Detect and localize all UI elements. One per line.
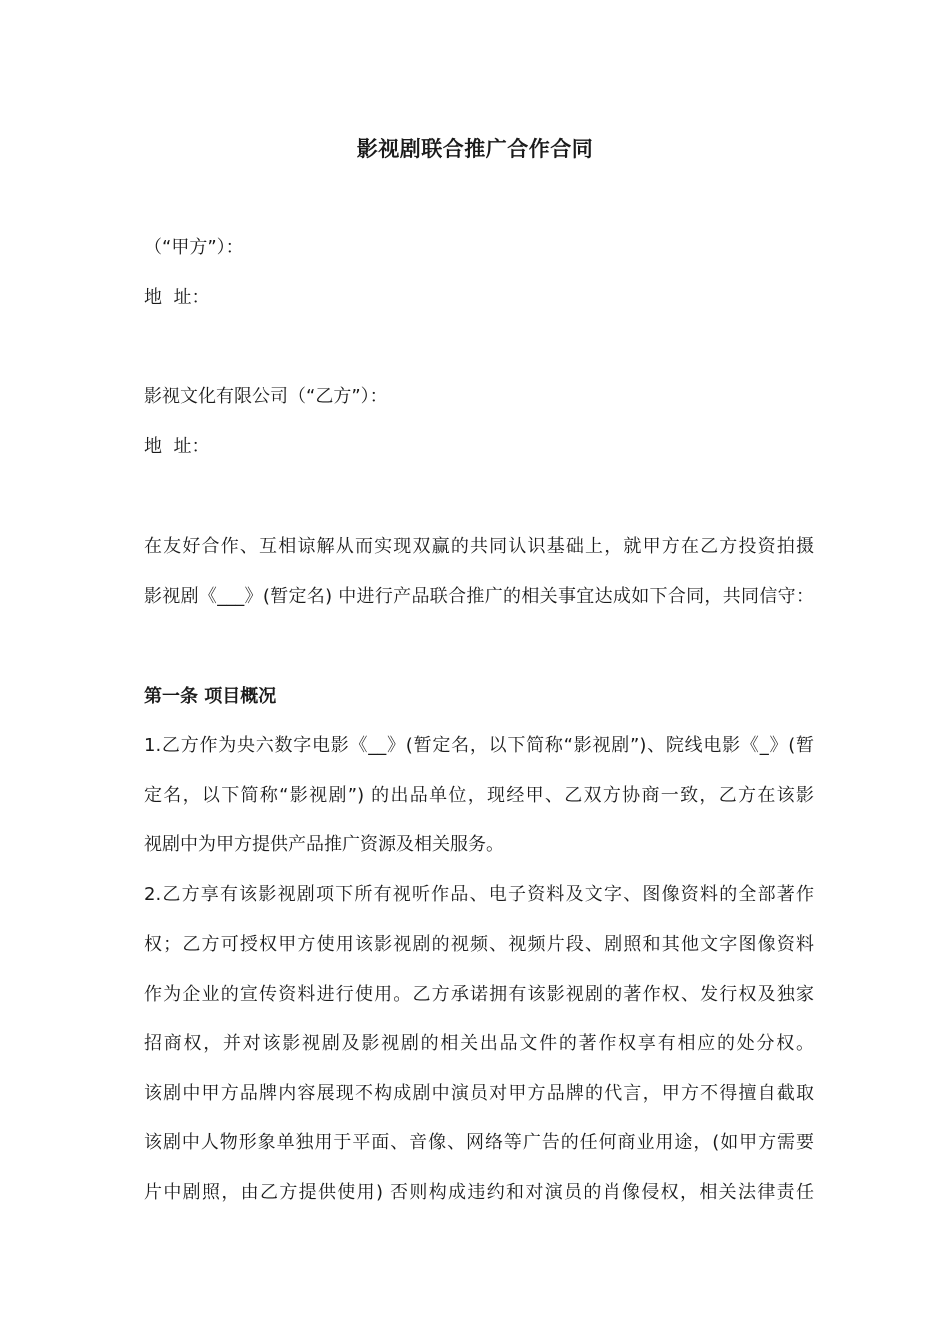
article-1-line: 1.乙方作为央六数字电影《__》(暂定名，以下简称“影视剧”)、院线电影《_》(暂 (144, 735, 814, 756)
preamble-line: 影视剧《___》(暂定名) 中进行产品联合推广的相关事宜达成如下合同，共同信守： (144, 586, 814, 607)
article-1-line: 2.乙方享有该影视剧项下所有视听作品、电子资料及文字、图像资料的全部著作 (144, 884, 814, 905)
article-1-line: 招商权，并对该影视剧及影视剧的相关出品文件的著作权享有相应的处分权。 (144, 1033, 814, 1054)
article-1-line: 作为企业的宣传资料进行使用。乙方承诺拥有该影视剧的著作权、发行权及独家 (144, 984, 814, 1005)
document-title: 影视剧联合推广合作合同 (356, 137, 594, 161)
article-1-line: 该剧中人物形象单独用于平面、音像、网络等广告的任何商业用途，(如甲方需要 (144, 1132, 814, 1153)
party-a-name-line: （“甲方”）： (144, 237, 244, 258)
article-1-heading: 第一条 项目概况 (144, 686, 277, 707)
article-1-line: 权；乙方可授权甲方使用该影视剧的视频、视频片段、剧照和其他文字图像资料 (144, 934, 814, 955)
article-1-line: 定名，以下简称“影视剧”) 的出品单位，现经甲、乙双方协商一致，乙方在该影 (144, 785, 814, 806)
article-1-line: 该剧中甲方品牌内容展现不构成剧中演员对甲方品牌的代言，甲方不得擅自截取 (144, 1083, 814, 1104)
party-b-address-line: 地 址： (144, 436, 210, 457)
article-1-line: 视剧中为甲方提供产品推广资源及相关服务。 (144, 834, 504, 855)
preamble-line: 在友好合作、互相谅解从而实现双赢的共同认识基础上，就甲方在乙方投资拍摄 (144, 536, 814, 557)
article-1-line: 片中剧照，由乙方提供使用) 否则构成违约和对演员的肖像侵权，相关法律责任 (144, 1182, 814, 1203)
party-b-name-line: 影视文化有限公司（“乙方”）： (144, 386, 388, 407)
party-a-address-line: 地 址： (144, 287, 210, 308)
